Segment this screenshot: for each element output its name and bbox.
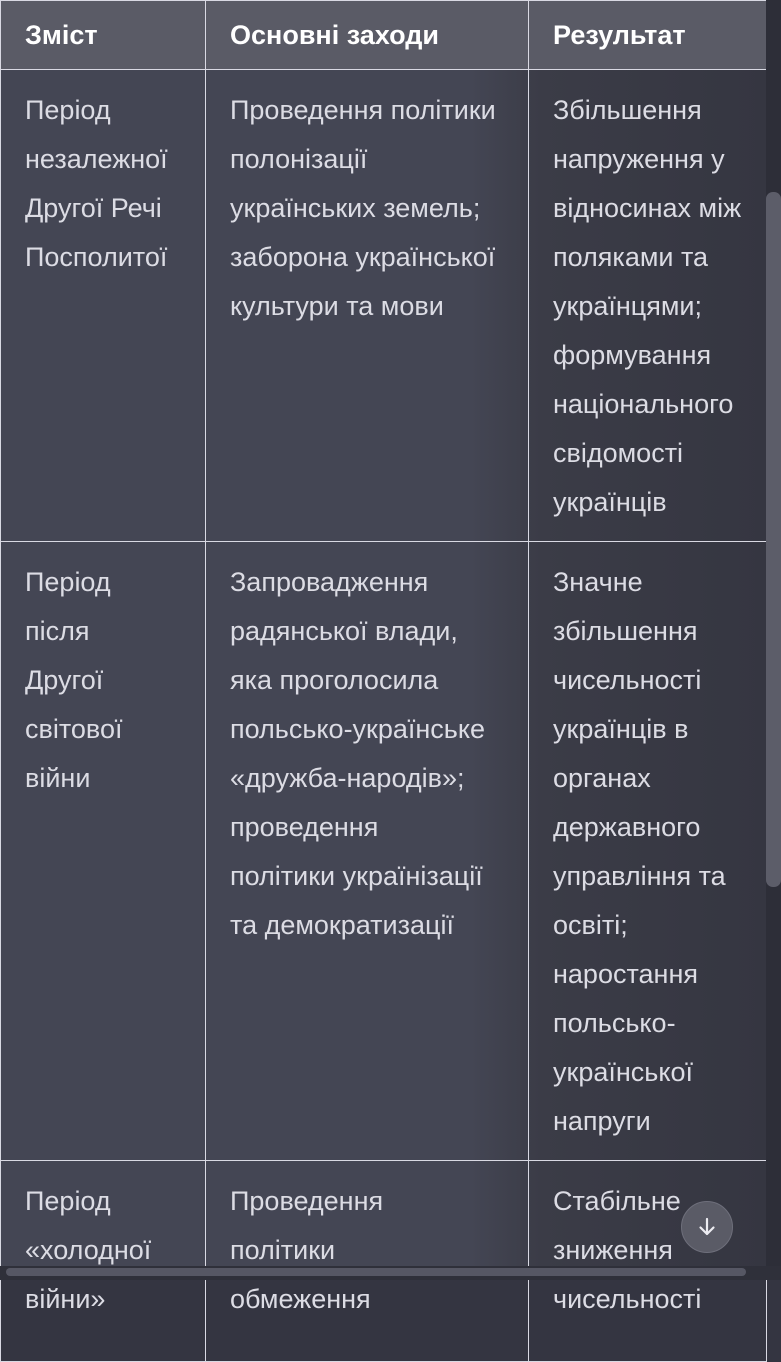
header-label: Основні заходи (230, 20, 440, 50)
horizontal-scrollbar-thumb[interactable] (6, 1268, 746, 1276)
cell-measures (206, 1161, 529, 1362)
cell-content (1, 70, 206, 542)
cell-text: Період після Другої світової війни (25, 567, 123, 793)
arrow-down-icon (695, 1215, 719, 1239)
cell-text: Період незалежної Другої Речі Посполитої (25, 95, 168, 272)
cell-result (529, 70, 767, 542)
table-row (1, 70, 767, 542)
vertical-scrollbar-thumb[interactable] (766, 192, 781, 887)
table-row (1, 1161, 767, 1362)
cell-content (1, 542, 206, 1161)
header-cell-content (1, 1, 206, 70)
cell-result (529, 1161, 767, 1362)
cell-text: Проведення політики полонізації українських земель; заборона української культури та мови (230, 95, 496, 321)
cell-text: Збільшення напруження у відносинах між поляками та українцями; формування національного свідомості українців (553, 95, 742, 517)
table-header-row (1, 1, 767, 70)
header-label: Результат (553, 20, 686, 50)
header-cell-measures (206, 1, 529, 70)
cell-measures (206, 70, 529, 542)
cell-content (1, 1161, 206, 1362)
cell-text: Проведення політики обмеження (230, 1186, 384, 1314)
header-cell-result (529, 1, 767, 70)
scroll-to-bottom-button[interactable] (681, 1201, 733, 1253)
cell-text: Стабільне зниження чисельності (553, 1186, 702, 1314)
cell-text: Запровадження радянської влади, яка проголосила польсько-українське «дружба-народів»; проведення політики українізації та демократизації (230, 567, 486, 940)
cell-text: Період «холодної війни» (25, 1186, 152, 1314)
table-row (1, 542, 767, 1161)
header-label: Зміст (25, 20, 98, 50)
cell-result (529, 542, 767, 1161)
cell-text: Значне збільшення чисельності українців в органах державного управління та освіті; наростання польсько-української напруги (553, 567, 726, 1136)
cell-measures (206, 542, 529, 1161)
